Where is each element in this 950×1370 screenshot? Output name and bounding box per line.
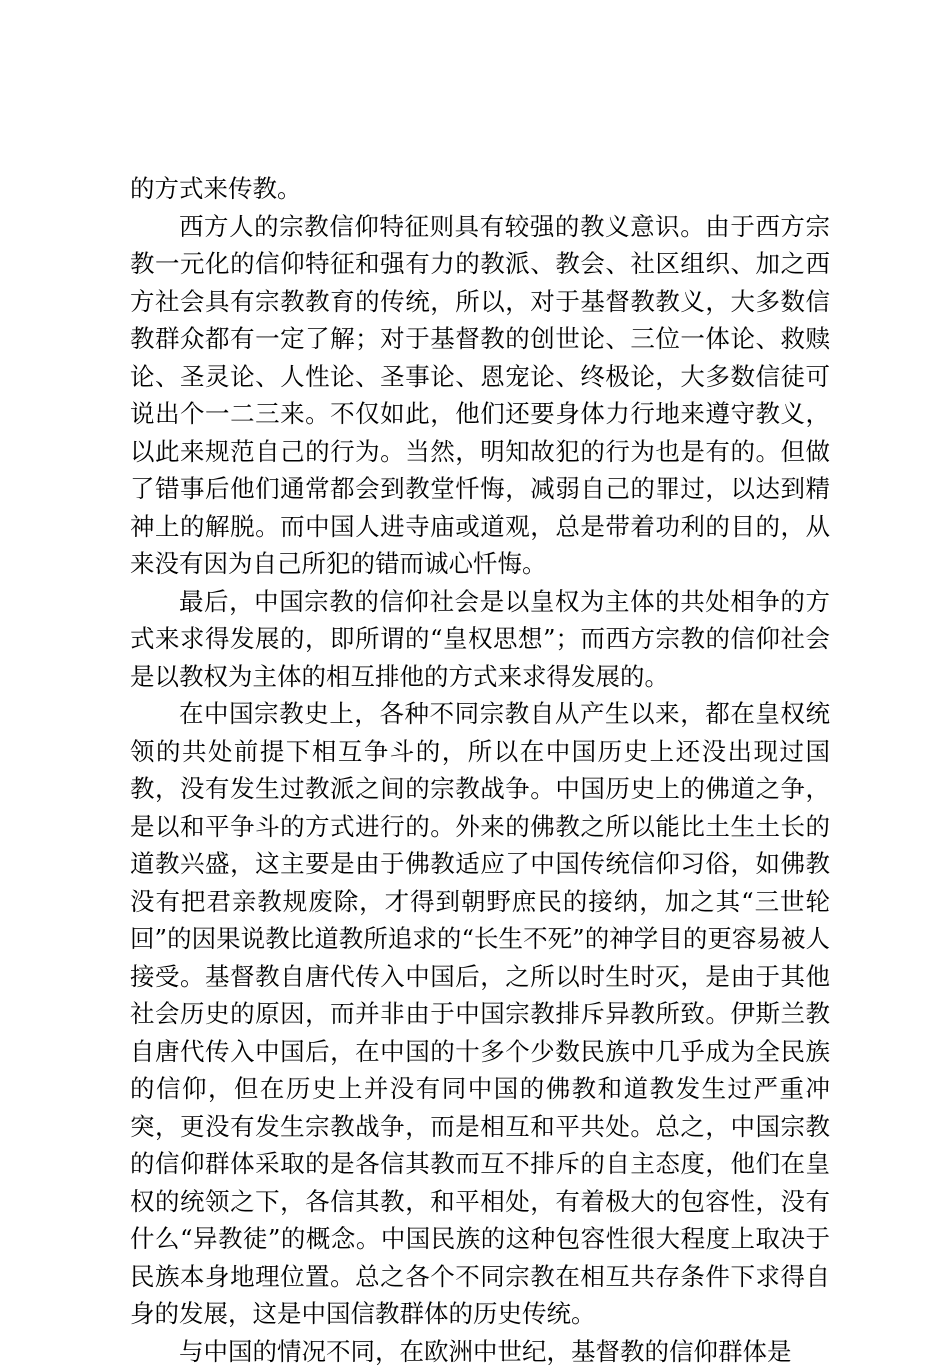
paragraph-4: 在中国宗教史上，各种不同宗教自从产生以来，都在皇权统领的共处前提下相互争斗的，所以在中国历史上还没出现过国教，没有发生过教派之间的宗教战争。中国历史上的佛道之争，是以和平争斗的方式进行的。外来的佛教之所以能比土生土长的道教兴盛，这主要是由于佛教适应了中国传统信仰习俗，如佛教没有把君亲教规废除，才得到朝野庶民的接纳，加之其“三世轮回”的因果说教比道教所追求的“长生不死”的神学目的更容易被人接受。基督教自唐代传入中国后，之所以时生时灭，是由于其他社会历史的原因，而并非由于中国宗教排斥异教所致。伊斯兰教自唐代传入中国后，在中国的十多个少数民族中几乎成为全民族的信仰，但在历史上并没有同中国的佛教和道教发生过严重冲突，更没有发生宗教战争，而是相互和平共处。总之，中国宗教的信仰群体采取的是各信其教而互不排斥的自主态度，他们在皇权的统领之下，各信其教，和平相处，有着极大的包容性，没有什么“异教徒”的概念。中国民族的这种包容性很大程度上取决于民族本身地理位置。总之各个不同宗教在相互共存条件下求得自身的发展，这是中国信教群体的历史传统。: [130, 695, 830, 1333]
paragraph-3: 最后，中国宗教的信仰社会是以皇权为主体的共处相争的方式来求得发展的，即所谓的“皇权思想”；而西方宗教的信仰社会是以教权为主体的相互排他的方式来求得发展的。: [130, 583, 830, 696]
document-body: [130, 170, 830, 1370]
paragraph-1: 的方式来传教。: [130, 170, 830, 208]
paragraph-2: 西方人的宗教信仰特征则具有较强的教义意识。由于西方宗教一元化的信仰特征和强有力的教派、教会、社区组织、加之西方社会具有宗教教育的传统，所以，对于基督教教义，大多数信教群众都有一定了解；对于基督教的创世论、三位一体论、救赎论、圣灵论、人性论、圣事论、恩宠论、终极论，大多数信徒可说出个一二三来。不仅如此，他们还要身体力行地来遵守教义，以此来规范自己的行为。当然，明知故犯的行为也是有的。但做了错事后他们通常都会到教堂忏悔，减弱自己的罪过，以达到精神上的解脱。而中国人进寺庙或道观，总是带着功利的目的，从来没有因为自己所犯的错而诚心忏悔。: [130, 208, 830, 583]
paragraph-5: 与中国的情况不同，在欧洲中世纪，基督教的信仰群体是: [130, 1333, 830, 1370]
